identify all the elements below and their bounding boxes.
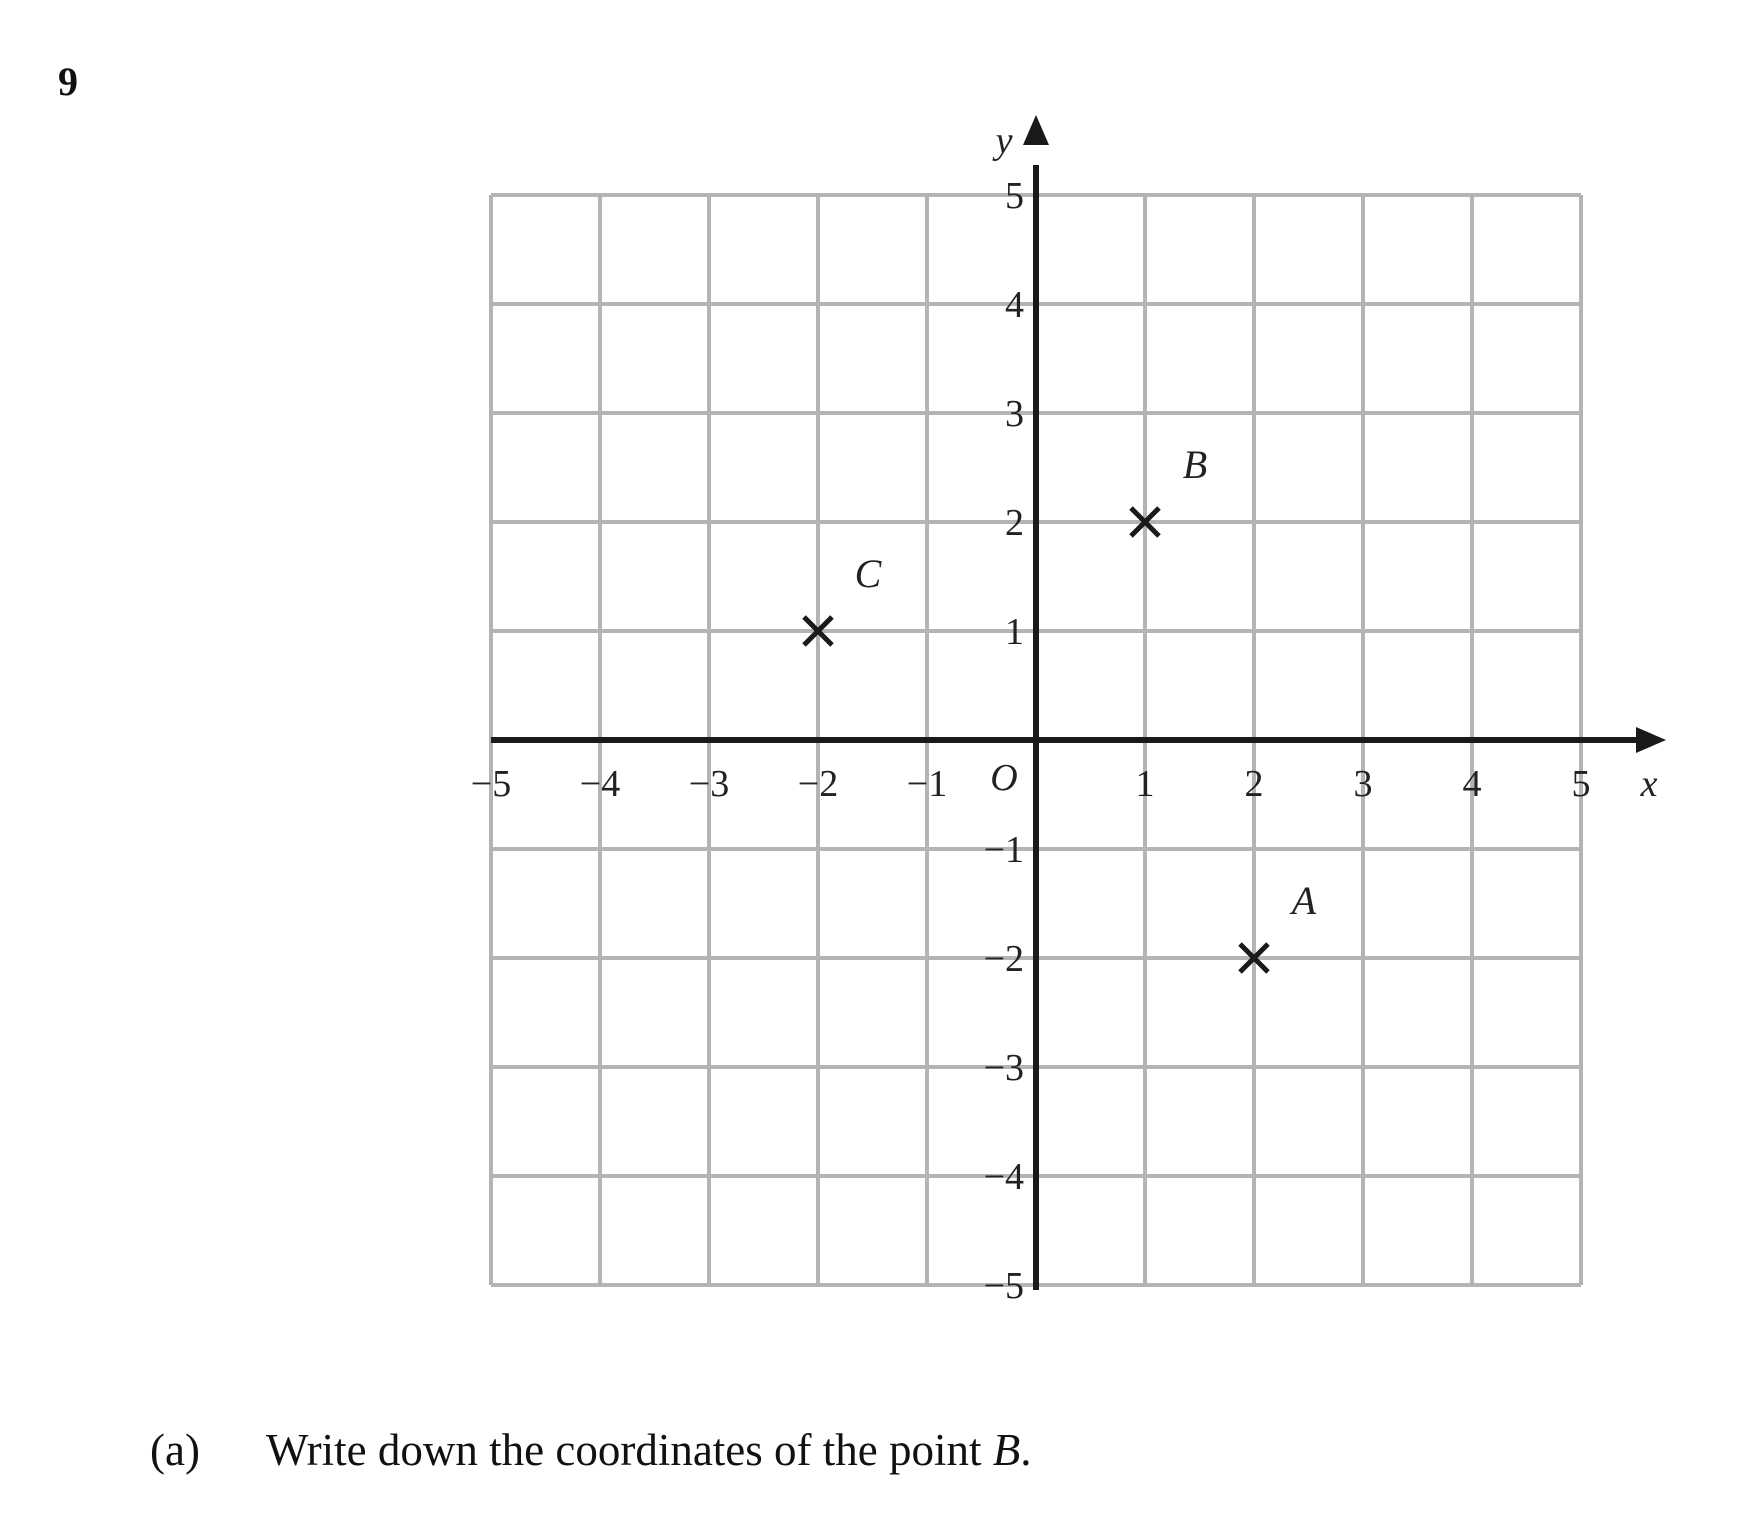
y-tick-label: −1 [983, 829, 1024, 871]
axes [491, 115, 1666, 1290]
x-axis-arrow-icon [1636, 727, 1666, 753]
x-tick-label: −2 [797, 763, 839, 805]
point-label: A [1291, 878, 1317, 923]
x-tick-label: −1 [906, 763, 948, 805]
y-tick-label: 4 [1005, 284, 1024, 326]
x-axis-label: x [1640, 763, 1658, 805]
origin-label: O [990, 757, 1018, 799]
x-tick-label: 4 [1462, 763, 1482, 805]
x-tick-label: 2 [1244, 763, 1264, 805]
question-text-end: . [1020, 1425, 1032, 1475]
question-text: Write down the coordinates of the point [266, 1425, 993, 1475]
y-tick-label: −2 [983, 938, 1024, 980]
x-tick-label: −4 [579, 763, 621, 805]
y-axis-label: y [995, 120, 1013, 162]
x-tick-label: 5 [1571, 763, 1591, 805]
y-tick-label: −5 [983, 1265, 1024, 1307]
part-label: (a) [150, 1425, 200, 1475]
point-label: C [854, 551, 882, 596]
x-tick-label: −5 [470, 763, 512, 805]
x-tick-label: −3 [688, 763, 730, 805]
question-part-a [150, 1425, 1032, 1475]
question-number: 9 [58, 59, 78, 104]
question-point-name: B [992, 1425, 1021, 1475]
tick-labels [471, 120, 1658, 1307]
y-tick-label: 3 [1005, 393, 1024, 435]
y-tick-label: 1 [1005, 611, 1024, 653]
y-axis-arrow-icon [1023, 115, 1049, 145]
x-tick-label: 1 [1135, 763, 1155, 805]
y-tick-label: 2 [1005, 502, 1024, 544]
y-tick-label: −3 [983, 1047, 1024, 1089]
y-tick-label: −4 [983, 1156, 1024, 1198]
y-tick-label: 5 [1005, 175, 1024, 217]
x-tick-label: 3 [1353, 763, 1373, 805]
point-label: B [1182, 442, 1208, 487]
